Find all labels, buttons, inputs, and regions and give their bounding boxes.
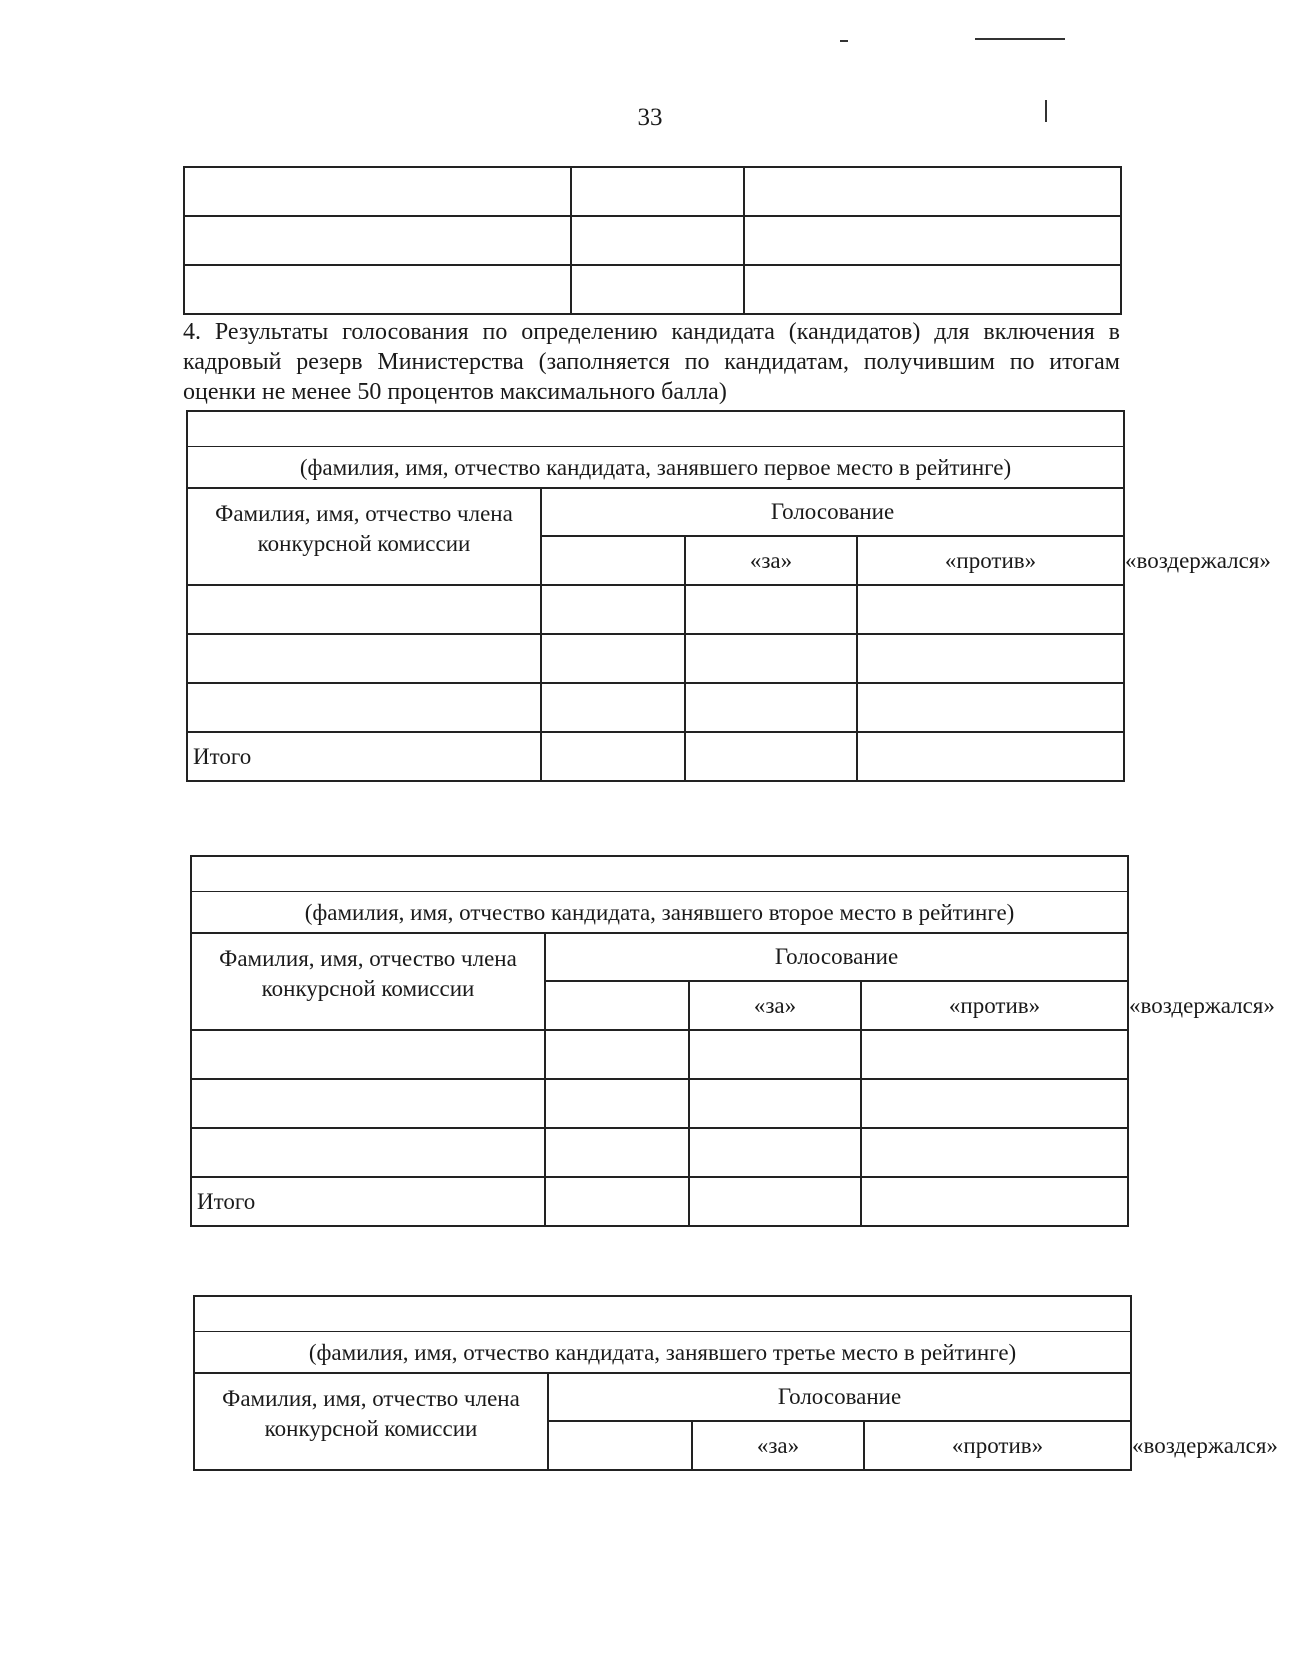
candidate-caption: (фамилия, имя, отчество кандидата, занявшего первое место в рейтинге): [299, 455, 1012, 480]
candidate-name-line: [195, 1297, 1130, 1332]
candidate-name-line: [188, 412, 1123, 447]
option-against: «против»: [861, 981, 1128, 1030]
table-row: [184, 265, 1121, 314]
total-row: [191, 1177, 1128, 1226]
member-cell[interactable]: [187, 634, 541, 683]
vote-cell[interactable]: [685, 683, 857, 732]
vote-cell[interactable]: [545, 1079, 689, 1128]
member-cell[interactable]: [187, 585, 541, 634]
vote-cell[interactable]: [541, 585, 685, 634]
table-cell[interactable]: [571, 167, 744, 216]
option-for: «за»: [692, 1421, 864, 1470]
vote-cell[interactable]: [545, 1128, 689, 1177]
table-row: [187, 585, 1124, 634]
table-row: [187, 634, 1124, 683]
vote-cell[interactable]: [545, 1177, 689, 1226]
vote-cell[interactable]: [541, 683, 685, 732]
table-row: [191, 1030, 1128, 1079]
total-label: Итого: [191, 1177, 545, 1226]
candidate-caption: (фамилия, имя, отчество кандидата, занявшего второе место в рейтинге): [304, 900, 1015, 925]
member-header: Фамилия, имя, отчество члена конкурсной комиссии: [194, 1373, 548, 1470]
table-cell[interactable]: [744, 216, 1121, 265]
vote-cell[interactable]: [861, 1177, 1128, 1226]
table-cell[interactable]: [571, 265, 744, 314]
vote-cell[interactable]: [861, 1079, 1128, 1128]
table-row: [191, 1079, 1128, 1128]
vote-cell[interactable]: [689, 1128, 861, 1177]
section-heading: 4. Результаты голосования по определению кандидата (кандидатов) для включения в кадровый резерв Министерства (заполняется по кандидатам, получившим по итогам оценки не менее 50 процентов максимального балла): [183, 319, 1120, 405]
table-row: [184, 216, 1121, 265]
member-cell[interactable]: [191, 1079, 545, 1128]
voting-header: Голосование: [548, 1373, 1131, 1421]
page-number: 33: [637, 104, 663, 131]
option-for: «за»: [685, 536, 857, 585]
member-cell[interactable]: [191, 1128, 545, 1177]
vote-cell[interactable]: [857, 683, 1124, 732]
candidate-name-cell[interactable]: [187, 411, 1124, 488]
member-header: Фамилия, имя, отчество члена конкурсной комиссии: [187, 488, 541, 585]
vote-cell[interactable]: [685, 634, 857, 683]
table-row: [184, 167, 1121, 216]
table-cell[interactable]: [744, 265, 1121, 314]
table-cell[interactable]: [184, 216, 571, 265]
vote-cell[interactable]: [541, 634, 685, 683]
vote-cell[interactable]: [857, 732, 1124, 781]
table-cell[interactable]: [184, 265, 571, 314]
option-against: «против»: [864, 1421, 1131, 1470]
member-cell[interactable]: [187, 683, 541, 732]
table-row: [187, 683, 1124, 732]
vote-cell[interactable]: [689, 1177, 861, 1226]
member-cell[interactable]: [545, 981, 689, 1030]
vote-cell[interactable]: [861, 1030, 1128, 1079]
vote-cell[interactable]: [685, 585, 857, 634]
candidate-caption: (фамилия, имя, отчество кандидата, занявшего третье место в рейтинге): [308, 1340, 1017, 1365]
vote-cell[interactable]: [541, 732, 685, 781]
scan-artifact: [840, 40, 848, 42]
option-for: «за»: [689, 981, 861, 1030]
continuation-table: [183, 166, 1122, 315]
candidate-name-cell[interactable]: [194, 1296, 1131, 1373]
candidate-name-line: [192, 857, 1127, 892]
voting-header: Голосование: [541, 488, 1124, 536]
vote-cell[interactable]: [689, 1030, 861, 1079]
voting-header: Голосование: [545, 933, 1128, 981]
vote-cell[interactable]: [689, 1079, 861, 1128]
table-row: [191, 1128, 1128, 1177]
voting-table-third-place: (фамилия, имя, отчество кандидата, занявшего третье место в рейтинге) Фамилия, имя, отчество члена конкурсной комиссии Голосование «за» «против» «воздержался»: [193, 1295, 1132, 1471]
scan-artifact: [1045, 100, 1047, 122]
member-cell[interactable]: [541, 536, 685, 585]
member-cell[interactable]: [548, 1421, 692, 1470]
vote-cell[interactable]: [861, 1128, 1128, 1177]
member-header: Фамилия, имя, отчество члена конкурсной комиссии: [191, 933, 545, 1030]
vote-cell[interactable]: [857, 585, 1124, 634]
member-cell[interactable]: [191, 1030, 545, 1079]
table-cell[interactable]: [184, 167, 571, 216]
scan-artifact: [975, 38, 1065, 40]
total-label: Итого: [187, 732, 541, 781]
vote-cell[interactable]: [545, 1030, 689, 1079]
vote-cell[interactable]: [857, 634, 1124, 683]
table-cell[interactable]: [571, 216, 744, 265]
option-against: «против»: [857, 536, 1124, 585]
total-row: [187, 732, 1124, 781]
voting-table-second-place: (фамилия, имя, отчество кандидата, занявшего второе место в рейтинге) Фамилия, имя, отчество члена конкурсной комиссии Голосование «за» «против» «воздержался» Итого: [190, 855, 1129, 1227]
vote-cell[interactable]: [685, 732, 857, 781]
voting-table-first-place: (фамилия, имя, отчество кандидата, занявшего первое место в рейтинге) Фамилия, имя, отчество члена конкурсной комиссии Голосование «за» «против» «воздержался» Итого: [186, 410, 1125, 782]
candidate-name-cell[interactable]: [191, 856, 1128, 933]
table-cell[interactable]: [744, 167, 1121, 216]
